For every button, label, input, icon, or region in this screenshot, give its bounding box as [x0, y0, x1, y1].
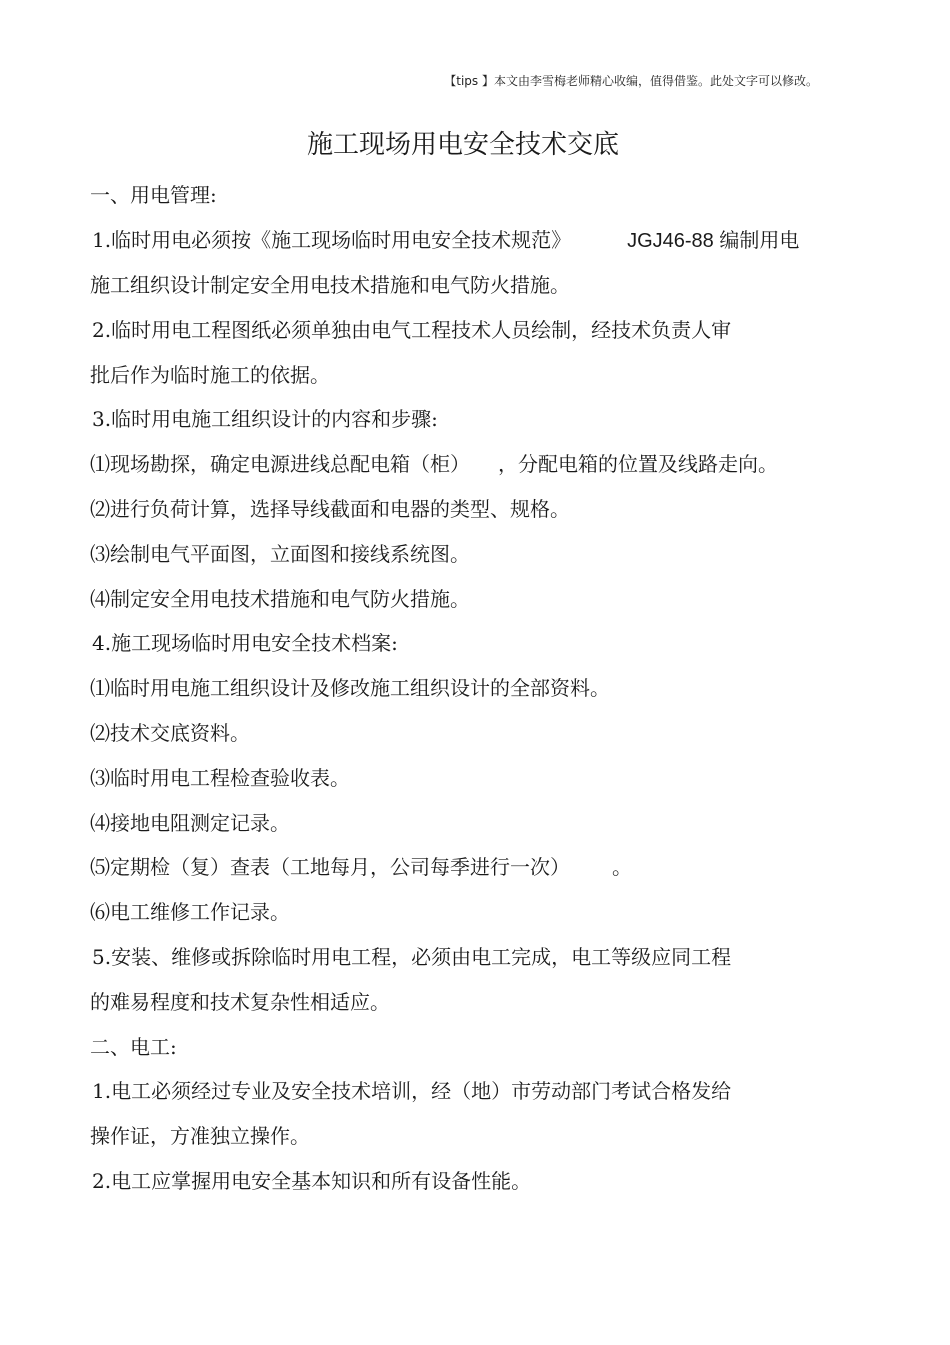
section-heading-2: 二、电工: [90, 1035, 177, 1059]
paragraph-line: ⑶绘制电气平面图，立面图和接线系统图。 [90, 542, 470, 566]
paragraph-line: ⑴临时用电施工组织设计及修改施工组织设计的全部资料。 [90, 676, 610, 700]
paragraph-line: 操作证，方准独立操作。 [90, 1124, 310, 1148]
paragraph-line: 的难易程度和技术复杂性相适应。 [90, 990, 390, 1014]
paragraph-line: ⑷制定安全用电技术措施和电气防火措施。 [90, 587, 470, 611]
paragraph-line: ⑹电工维修工作记录。 [90, 900, 290, 924]
paragraph-line: ⑷接地电阻测定记录。 [90, 811, 290, 835]
paragraph-line: 2.电工应掌握用电安全基本知识和所有设备性能。 [92, 1169, 532, 1193]
paragraph-line: 1.电工必须经过专业及安全技术培训，经（地）市劳动部门考试合格发给 [92, 1079, 732, 1103]
paragraph-line [90, 450, 778, 478]
text-run: 1.临时用电必须按《施工现场临时用电安全技术规范》 [92, 228, 572, 252]
document-title: 施工现场用电安全技术交底 [306, 130, 619, 160]
text-run: 。 [612, 855, 632, 879]
header-tips: 【tips 】本文由李雪梅老师精心收编，值得借鉴。此处文字可以修改。 [444, 74, 818, 88]
text-run: ⑴现场勘探，确定电源进线总配电箱（柜） [90, 452, 470, 476]
paragraph-line: 3.临时用电施工组织设计的内容和步骤: [92, 407, 438, 431]
paragraph-line [92, 226, 799, 255]
text-run: ，分配电箱的位置及线路走向。 [498, 452, 778, 476]
paragraph-line [90, 853, 632, 881]
paragraph-line: ⑶临时用电工程检查验收表。 [90, 766, 350, 790]
paragraph-line: 2.临时用电工程图纸必须单独由电气工程技术人员绘制，经技术负责人审 [92, 318, 732, 342]
paragraph-line: ⑵技术交底资料。 [90, 721, 250, 745]
paragraph-line: 4.施工现场临时用电安全技术档案: [92, 631, 398, 655]
paragraph-line: 批后作为临时施工的依据。 [90, 363, 330, 387]
section-heading-1: 一、用电管理: [90, 183, 217, 207]
paragraph-line: 5.安装、维修或拆除临时用电工程，必须由电工完成，电工等级应同工程 [92, 945, 732, 969]
paragraph-line: 施工组织设计制定安全用电技术措施和电气防火措施。 [90, 273, 570, 297]
paragraph-line: ⑵进行负荷计算，选择导线截面和电器的类型、规格。 [90, 497, 570, 521]
text-run: JGJ46-88 编制用电 [627, 230, 800, 252]
text-run: ⑸定期检（复）查表（工地每月，公司每季进行一次） [90, 855, 570, 879]
